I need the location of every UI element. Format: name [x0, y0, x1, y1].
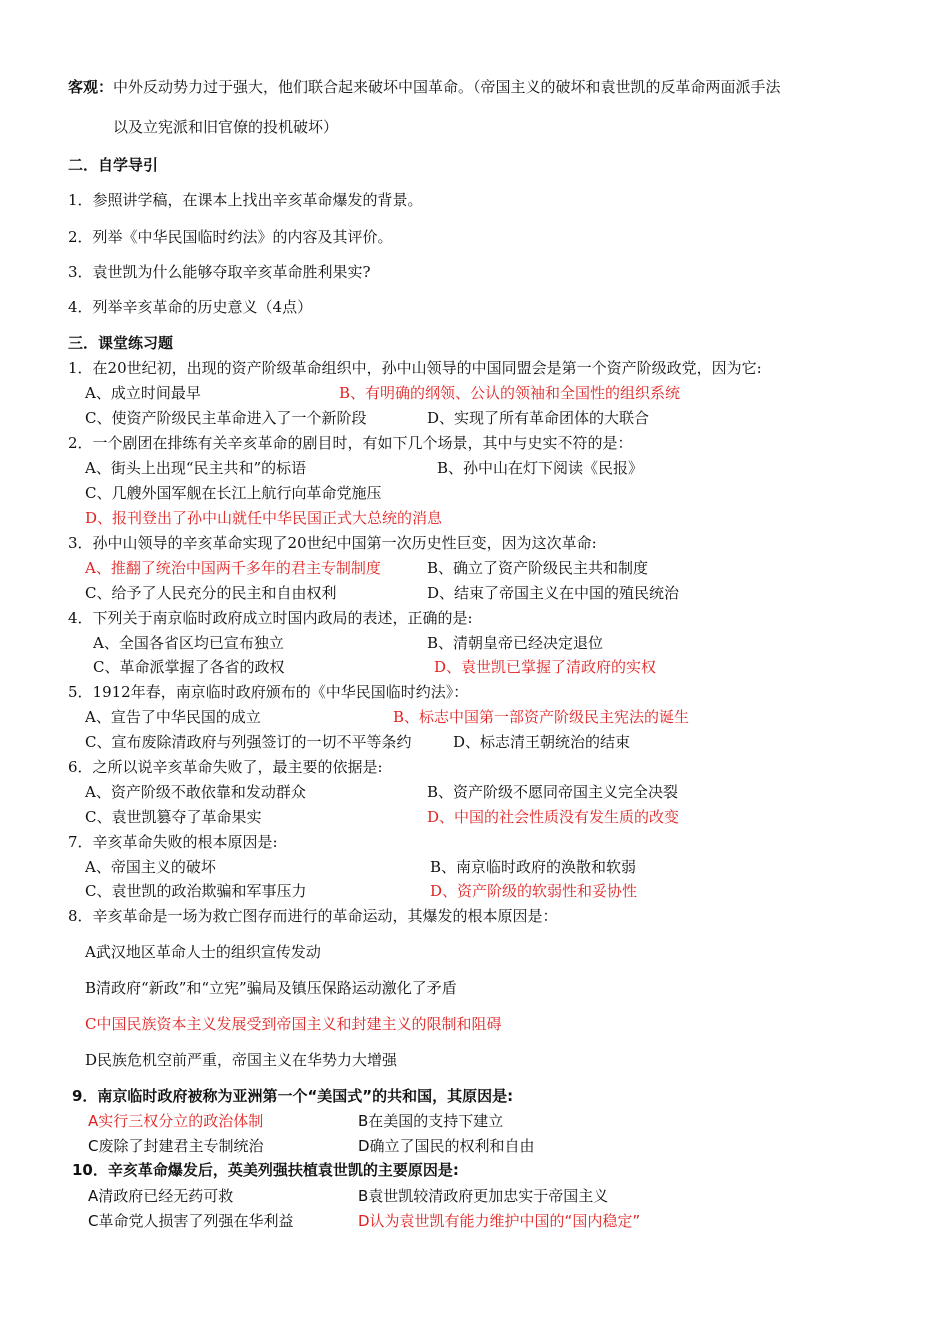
option: B、资产阶级不愿同帝国主义完全决裂 — [427, 783, 679, 801]
option: C、给予了人民充分的民主和自由权利 — [85, 584, 337, 602]
option: C、宣布废除清政府与列强签订的一切不平等条约 — [85, 733, 412, 751]
guide-item: 2．列举《中华民国临时约法》的内容及其评价。 — [68, 228, 393, 246]
option: B、确立了资产阶级民主共和制度 — [427, 559, 649, 577]
objective-line — [68, 77, 781, 97]
option: B、清朝皇帝已经决定退位 — [427, 634, 604, 652]
option: B、南京临时政府的涣散和软弱 — [430, 858, 637, 876]
option: C废除了封建君主专制统治 — [88, 1137, 264, 1155]
question-stem: 9．南京临时政府被称为亚洲第一个“美国式”的共和国，其原因是: — [72, 1087, 514, 1105]
section2-title: 二．自学导引 — [68, 156, 159, 174]
question-stem: 10．辛亥革命爆发后，英美列强扶植袁世凯的主要原因是: — [72, 1161, 459, 1179]
answer-option: C中国民族资本主义发展受到帝国主义和封建主义的限制和阻碍 — [85, 1015, 502, 1033]
question-stem: 6．之所以说辛亥革命失败了，最主要的依据是: — [68, 758, 383, 776]
answer-option: D、中国的社会性质没有发生质的改变 — [427, 808, 680, 826]
question-stem: 2．一个剧团在排练有关辛亥革命的剧目时，有如下几个场景，其中与史实不符的是： — [68, 434, 633, 452]
answer-option: D认为袁世凯有能力维护中国的“国内稳定” — [358, 1212, 641, 1230]
answer-option: D、资产阶级的软弱性和妥协性 — [430, 882, 638, 900]
question-stem: 5．1912年春，南京临时政府颁布的《中华民国临时约法》： — [68, 683, 469, 701]
answer-option: D、袁世凯已掌握了清政府的实权 — [434, 658, 657, 676]
option: D民族危机空前严重，帝国主义在华势力大增强 — [85, 1051, 398, 1069]
option: A、资产阶级不敢依靠和发动群众 — [85, 783, 306, 801]
option: A、街头上出现“民主共和”的标语 — [85, 459, 307, 477]
answer-option: B、有明确的纲领、公认的领袖和全国性的组织系统 — [339, 384, 681, 402]
option: A、成立时间最早 — [85, 384, 201, 402]
option: C、几艘外国军舰在长江上航行向革命党施压 — [85, 484, 382, 502]
guide-item: 4．列举辛亥革命的历史意义（4点） — [68, 298, 313, 316]
option: C革命党人损害了列强在华利益 — [88, 1212, 294, 1230]
answer-option: D、报刊登出了孙中山就任中华民国正式大总统的消息 — [85, 509, 443, 527]
question-stem: 8．辛亥革命是一场为救亡图存而进行的革命运动，其爆发的根本原因是： — [68, 907, 558, 925]
option: D、标志清王朝统治的结束 — [453, 733, 631, 751]
option: B在美国的支持下建立 — [358, 1112, 504, 1130]
section3-title: 三．课堂练习题 — [68, 334, 174, 352]
answer-option: A、推翻了统治中国两千多年的君主专制制度 — [85, 559, 381, 577]
objective-continuation: 以及立宪派和旧官僚的投机破坏） — [113, 118, 339, 136]
answer-option: B、标志中国第一部资产阶级民主宪法的诞生 — [393, 708, 690, 726]
option: B清政府“新政”和“立宪”骗局及镇压保路运动激化了矛盾 — [85, 979, 457, 997]
option: A、全国各省区均已宣布独立 — [93, 634, 284, 652]
question-stem: 1．在20世纪初，出现的资产阶级革命组织中，孙中山领导的中国同盟会是第一个资产阶级政党，因为它: — [68, 359, 762, 377]
guide-item: 1．参照讲学稿，在课本上找出辛亥革命爆发的背景。 — [68, 191, 423, 209]
option: B、孙中山在灯下阅读《民报》 — [437, 459, 644, 477]
option: D、实现了所有革命团体的大联合 — [427, 409, 650, 427]
answer-option: A实行三权分立的政治体制 — [88, 1112, 264, 1130]
question-stem: 3．孙中山领导的辛亥革命实现了20世纪中国第一次历史性巨变，因为这次革命: — [68, 534, 597, 552]
objective-text: 中外反动势力过于强大，他们联合起来破坏中国革命。（帝国主义的破坏和袁世凯的反革命两面派手法 — [113, 78, 781, 96]
question-stem: 7．辛亥革命失败的根本原因是: — [68, 833, 278, 851]
option: A清政府已经无药可救 — [88, 1187, 234, 1205]
guide-item: 3．袁世凯为什么能够夺取辛亥革命胜利果实? — [68, 263, 371, 281]
option: C、使资产阶级民主革命进入了一个新阶段 — [85, 409, 367, 427]
option: D确立了国民的权利和自由 — [358, 1137, 535, 1155]
option: C、袁世凯的政治欺骗和军事压力 — [85, 882, 307, 900]
question-stem: 4．下列关于南京临时政府成立时国内政局的表述，正确的是: — [68, 609, 473, 627]
option: A、宣告了中华民国的成立 — [85, 708, 261, 726]
option: A武汉地区革命人士的组织宣传发动 — [85, 943, 321, 961]
option: B袁世凯较清政府更加忠实于帝国主义 — [358, 1187, 609, 1205]
objective-label: 客观： — [68, 78, 114, 96]
option: C、革命派掌握了各省的政权 — [93, 658, 285, 676]
option: D、结束了帝国主义在中国的殖民统治 — [427, 584, 680, 602]
option: C、袁世凯篡夺了革命果实 — [85, 808, 262, 826]
option: A、帝国主义的破坏 — [85, 858, 216, 876]
